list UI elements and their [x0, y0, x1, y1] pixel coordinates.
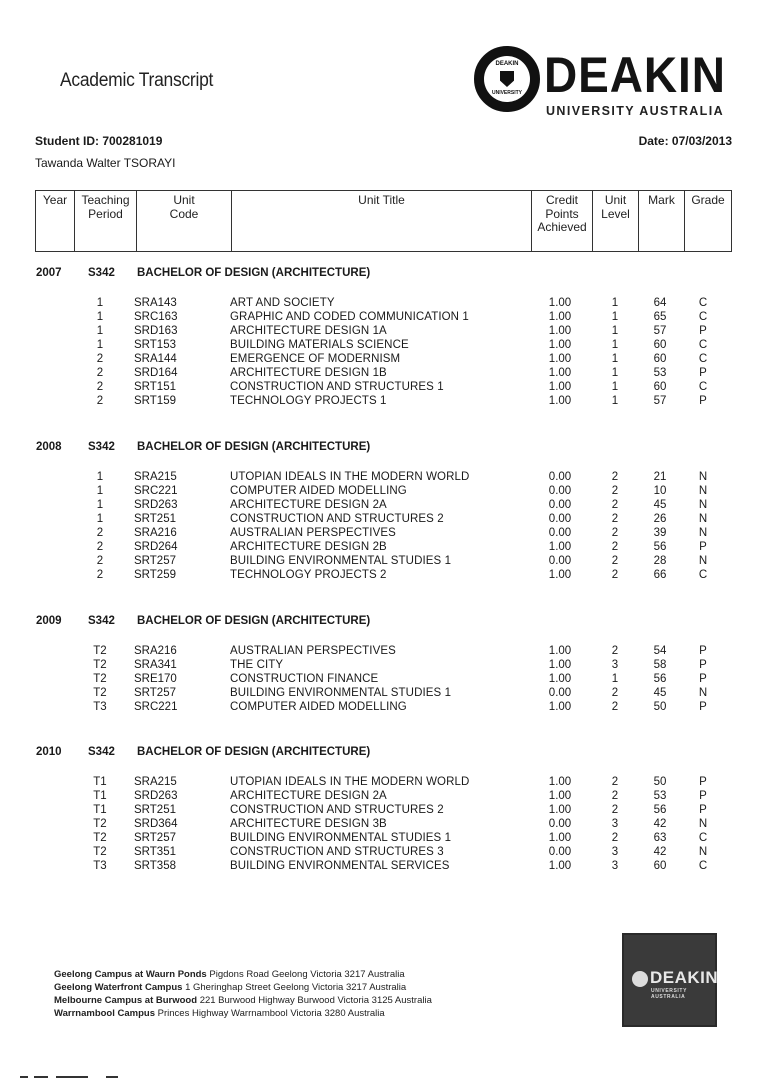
section-course-name: BACHELOR OF DESIGN (ARCHITECTURE): [137, 441, 371, 453]
table-row: [0, 498, 768, 512]
cell-title: COMPUTER AIDED MODELLING: [230, 701, 407, 713]
cell-code: SRA341: [134, 659, 177, 671]
section-header: [0, 746, 768, 762]
cell-credit: 1.00: [548, 645, 572, 657]
cell-mark: 53: [653, 790, 667, 802]
cell-grade: P: [699, 541, 707, 553]
cell-code: SRT351: [134, 846, 176, 858]
cell-grade: C: [698, 297, 708, 309]
table-row: [0, 526, 768, 540]
cell-grade: C: [698, 569, 708, 581]
table-row: [0, 672, 768, 686]
cell-period: T3: [93, 701, 107, 713]
cell-level: 2: [611, 527, 619, 539]
cell-mark: 60: [653, 381, 667, 393]
cell-credit: 1.00: [548, 832, 572, 844]
cell-grade: N: [698, 687, 708, 699]
cell-credit: 0.00: [548, 555, 572, 567]
table-row: [0, 380, 768, 394]
cell-title: ARCHITECTURE DESIGN 3B: [230, 818, 387, 830]
header-unit-title: Unit Title: [232, 191, 532, 251]
cell-level: 1: [611, 673, 619, 685]
table-row: [0, 310, 768, 324]
cell-mark: 60: [653, 353, 667, 365]
cell-period: 1: [96, 513, 104, 525]
cell-code: SRT153: [134, 339, 176, 351]
cell-period: 1: [96, 471, 104, 483]
cell-period: T2: [93, 687, 107, 699]
campus-footer: [54, 968, 432, 1020]
header-year: Year: [36, 191, 75, 251]
cell-level: 2: [611, 701, 619, 713]
table-row: [0, 296, 768, 310]
cell-level: 1: [611, 311, 619, 323]
cell-level: 2: [611, 485, 619, 497]
cell-code: SRT358: [134, 860, 176, 872]
section-year: 2010: [36, 746, 62, 758]
cell-level: 1: [611, 381, 619, 393]
cell-credit: 1.00: [548, 353, 572, 365]
cell-grade: P: [699, 776, 707, 788]
footer-line: Geelong Waterfront Campus 1 Gheringhap Street Geelong Victoria 3217 Australia: [54, 982, 407, 993]
table-row: [0, 817, 768, 831]
brand-subtitle: UNIVERSITY AUSTRALIA: [546, 104, 725, 118]
section-course-code: S342: [88, 267, 115, 279]
cell-mark: 42: [653, 846, 667, 858]
cell-title: COMPUTER AIDED MODELLING: [230, 485, 407, 497]
section-course-code: S342: [88, 746, 115, 758]
cell-credit: 0.00: [548, 513, 572, 525]
cell-mark: 64: [653, 297, 667, 309]
brand-name: DEAKIN: [544, 47, 726, 103]
cell-grade: P: [699, 367, 707, 379]
cell-title: TECHNOLOGY PROJECTS 1: [230, 395, 387, 407]
section-header: [0, 441, 768, 457]
table-row: [0, 658, 768, 672]
document-title: Academic Transcript: [60, 70, 214, 91]
cell-credit: 1.00: [548, 311, 572, 323]
cell-mark: 42: [653, 818, 667, 830]
cell-grade: N: [698, 499, 708, 511]
cell-credit: 1.00: [548, 339, 572, 351]
cell-title: GRAPHIC AND CODED COMMUNICATION 1: [230, 311, 469, 323]
cell-code: SRD263: [134, 790, 178, 802]
cell-credit: 0.00: [548, 846, 572, 858]
cell-title: EMERGENCE OF MODERNISM: [230, 353, 401, 365]
table-row: [0, 512, 768, 526]
seal-top-text: DEAKIN: [495, 61, 519, 67]
cell-code: SRT257: [134, 832, 176, 844]
seal-bottom-text: UNIVERSITY: [491, 90, 522, 96]
cell-period: 2: [96, 367, 104, 379]
cell-period: T3: [93, 860, 107, 872]
cell-level: 2: [611, 569, 619, 581]
cell-title: UTOPIAN IDEALS IN THE MODERN WORLD: [230, 776, 470, 788]
table-row: [0, 324, 768, 338]
cell-credit: 1.00: [548, 541, 572, 553]
cell-grade: N: [698, 555, 708, 567]
cell-level: 1: [611, 367, 619, 379]
cell-period: 1: [96, 499, 104, 511]
footer-line: Geelong Campus at Waurn Ponds Pigdons Road Geelong Victoria 3217 Australia: [54, 969, 405, 980]
deakin-logo: [474, 46, 730, 124]
student-id: Student ID: 700281019: [35, 134, 163, 148]
cell-level: 2: [611, 776, 619, 788]
cell-credit: 0.00: [548, 485, 572, 497]
cell-title: CONSTRUCTION AND STRUCTURES 2: [230, 513, 444, 525]
cell-code: SRA215: [134, 776, 177, 788]
cell-period: 2: [96, 395, 104, 407]
cell-grade: C: [698, 860, 708, 872]
cell-grade: P: [699, 701, 707, 713]
cell-grade: C: [698, 832, 708, 844]
table-row: [0, 803, 768, 817]
section-course-name: BACHELOR OF DESIGN (ARCHITECTURE): [137, 746, 371, 758]
stamp-seal-icon: [632, 971, 648, 987]
cell-title: ARCHITECTURE DESIGN 2A: [230, 790, 387, 802]
cell-mark: 57: [653, 325, 667, 337]
cell-credit: 1.00: [548, 659, 572, 671]
cell-grade: C: [698, 353, 708, 365]
scan-marks: [20, 1076, 120, 1079]
cell-title: BUILDING MATERIALS SCIENCE: [230, 339, 409, 351]
stamp-subtitle: UNIVERSITY AUSTRALIA: [651, 988, 687, 1000]
cell-code: SRC221: [134, 701, 178, 713]
section-course-code: S342: [88, 615, 115, 627]
cell-grade: P: [699, 659, 707, 671]
cell-code: SRT257: [134, 687, 176, 699]
cell-code: SRD364: [134, 818, 178, 830]
cell-level: 2: [611, 687, 619, 699]
table-row: [0, 686, 768, 700]
cell-grade: N: [698, 513, 708, 525]
cell-code: SRE170: [134, 673, 177, 685]
section-header: [0, 267, 768, 283]
table-row: [0, 789, 768, 803]
cell-level: 3: [611, 659, 619, 671]
cell-period: T2: [93, 645, 107, 657]
cell-mark: 50: [653, 701, 667, 713]
cell-title: BUILDING ENVIRONMENTAL STUDIES 1: [230, 687, 452, 699]
cell-period: 2: [96, 555, 104, 567]
header-teaching-period: Teaching Period: [75, 191, 137, 251]
cell-level: 2: [611, 832, 619, 844]
cell-code: SRT257: [134, 555, 176, 567]
cell-level: 2: [611, 513, 619, 525]
cell-code: SRA216: [134, 527, 177, 539]
cell-period: 1: [96, 485, 104, 497]
cell-mark: 60: [653, 339, 667, 351]
table-row: [0, 568, 768, 582]
cell-title: TECHNOLOGY PROJECTS 2: [230, 569, 387, 581]
cell-mark: 58: [653, 659, 667, 671]
cell-period: 2: [96, 541, 104, 553]
cell-credit: 1.00: [548, 790, 572, 802]
cell-grade: P: [699, 790, 707, 802]
cell-mark: 45: [653, 499, 667, 511]
table-row: [0, 338, 768, 352]
cell-level: 2: [611, 471, 619, 483]
cell-credit: 1.00: [548, 701, 572, 713]
cell-grade: P: [699, 395, 707, 407]
cell-level: 2: [611, 645, 619, 657]
cell-title: UTOPIAN IDEALS IN THE MODERN WORLD: [230, 471, 470, 483]
cell-period: 1: [96, 297, 104, 309]
header-unit-level: Unit Level: [593, 191, 639, 251]
header-credit-points: Credit Points Achieved: [532, 191, 593, 251]
cell-title: ARCHITECTURE DESIGN 2A: [230, 499, 387, 511]
table-row: [0, 366, 768, 380]
document-date: Date: 07/03/2013: [638, 134, 732, 148]
cell-level: 1: [611, 325, 619, 337]
cell-mark: 65: [653, 311, 667, 323]
cell-period: T2: [93, 673, 107, 685]
cell-code: SRA216: [134, 645, 177, 657]
section-course-name: BACHELOR OF DESIGN (ARCHITECTURE): [137, 267, 371, 279]
cell-grade: C: [698, 339, 708, 351]
cell-code: SRT251: [134, 804, 176, 816]
cell-level: 3: [611, 860, 619, 872]
cell-credit: 0.00: [548, 471, 572, 483]
cell-level: 2: [611, 555, 619, 567]
transcript-header-table: [35, 190, 732, 252]
cell-title: THE CITY: [230, 659, 284, 671]
cell-mark: 60: [653, 860, 667, 872]
cell-title: CONSTRUCTION AND STRUCTURES 1: [230, 381, 444, 393]
cell-level: 3: [611, 846, 619, 858]
cell-level: 1: [611, 395, 619, 407]
cell-code: SRT259: [134, 569, 176, 581]
cell-code: SRT251: [134, 513, 176, 525]
table-row: [0, 700, 768, 714]
section-course-name: BACHELOR OF DESIGN (ARCHITECTURE): [137, 615, 371, 627]
table-row: [0, 845, 768, 859]
cell-mark: 10: [653, 485, 667, 497]
table-row: [0, 394, 768, 408]
cell-grade: P: [699, 673, 707, 685]
cell-period: 2: [96, 527, 104, 539]
cell-period: T1: [93, 776, 107, 788]
cell-code: SRD264: [134, 541, 178, 553]
table-row: [0, 484, 768, 498]
cell-code: SRD163: [134, 325, 178, 337]
cell-level: 2: [611, 804, 619, 816]
cell-mark: 45: [653, 687, 667, 699]
cell-grade: N: [698, 846, 708, 858]
cell-credit: 1.00: [548, 297, 572, 309]
cell-period: 2: [96, 381, 104, 393]
cell-mark: 21: [653, 471, 667, 483]
cell-mark: 28: [653, 555, 667, 567]
cell-code: SRC163: [134, 311, 178, 323]
cell-credit: 1.00: [548, 367, 572, 379]
cell-title: ARCHITECTURE DESIGN 1A: [230, 325, 387, 337]
header-grade: Grade: [691, 193, 725, 207]
cell-title: BUILDING ENVIRONMENTAL STUDIES 1: [230, 832, 452, 844]
cell-period: 1: [96, 325, 104, 337]
table-row: [0, 554, 768, 568]
cell-grade: N: [698, 527, 708, 539]
table-row: [0, 859, 768, 873]
cell-mark: 56: [653, 541, 667, 553]
cell-period: T2: [93, 846, 107, 858]
table-row: [0, 644, 768, 658]
cell-mark: 66: [653, 569, 667, 581]
cell-mark: 39: [653, 527, 667, 539]
cell-credit: 0.00: [548, 818, 572, 830]
cell-title: CONSTRUCTION AND STRUCTURES 3: [230, 846, 444, 858]
cell-period: T2: [93, 832, 107, 844]
cell-title: BUILDING ENVIRONMENTAL STUDIES 1: [230, 555, 452, 567]
official-stamp: [622, 933, 717, 1027]
cell-title: CONSTRUCTION AND STRUCTURES 2: [230, 804, 444, 816]
cell-grade: P: [699, 325, 707, 337]
cell-mark: 26: [653, 513, 667, 525]
cell-grade: P: [699, 645, 707, 657]
section-year: 2007: [36, 267, 62, 279]
student-name: Tawanda Walter TSORAYI: [35, 156, 176, 170]
cell-period: 1: [96, 311, 104, 323]
cell-level: 1: [611, 353, 619, 365]
cell-period: T2: [93, 818, 107, 830]
cell-period: T2: [93, 659, 107, 671]
cell-grade: P: [699, 804, 707, 816]
cell-period: T1: [93, 804, 107, 816]
cell-code: SRD263: [134, 499, 178, 511]
cell-mark: 53: [653, 367, 667, 379]
cell-credit: 1.00: [548, 776, 572, 788]
table-row: [0, 352, 768, 366]
cell-code: SRD164: [134, 367, 178, 379]
table-row: [0, 470, 768, 484]
cell-title: CONSTRUCTION FINANCE: [230, 673, 379, 685]
table-row: [0, 540, 768, 554]
cell-title: AUSTRALIAN PERSPECTIVES: [230, 527, 396, 539]
cell-level: 3: [611, 818, 619, 830]
cell-mark: 54: [653, 645, 667, 657]
cell-mark: 63: [653, 832, 667, 844]
cell-credit: 1.00: [548, 395, 572, 407]
footer-line: Melbourne Campus at Burwood 221 Burwood Highway Burwood Victoria 3125 Australia: [54, 995, 432, 1006]
cell-title: ARCHITECTURE DESIGN 2B: [230, 541, 387, 553]
cell-code: SRA143: [134, 297, 177, 309]
cell-period: 2: [96, 569, 104, 581]
cell-credit: 0.00: [548, 687, 572, 699]
section-header: [0, 615, 768, 631]
cell-mark: 56: [653, 804, 667, 816]
cell-grade: N: [698, 818, 708, 830]
cell-title: ART AND SOCIETY: [230, 297, 335, 309]
cell-credit: 1.00: [548, 569, 572, 581]
cell-level: 2: [611, 541, 619, 553]
cell-credit: 1.00: [548, 325, 572, 337]
cell-period: 2: [96, 353, 104, 365]
cell-grade: N: [698, 485, 708, 497]
table-row: [0, 831, 768, 845]
cell-code: SRA215: [134, 471, 177, 483]
cell-mark: 50: [653, 776, 667, 788]
cell-title: AUSTRALIAN PERSPECTIVES: [230, 645, 396, 657]
cell-period: T1: [93, 790, 107, 802]
footer-line: Warrnambool Campus Princes Highway Warrnambool Victoria 3280 Australia: [54, 1008, 385, 1019]
cell-credit: 0.00: [548, 527, 572, 539]
cell-code: SRA144: [134, 353, 177, 365]
cell-code: SRT151: [134, 381, 176, 393]
cell-level: 1: [611, 339, 619, 351]
stamp-brand: DEAKIN: [650, 968, 719, 987]
university-seal-icon: [474, 46, 540, 112]
section-year: 2009: [36, 615, 62, 627]
cell-title: BUILDING ENVIRONMENTAL SERVICES: [230, 860, 450, 872]
cell-level: 2: [611, 499, 619, 511]
cell-grade: C: [698, 381, 708, 393]
cell-mark: 56: [653, 673, 667, 685]
cell-grade: N: [698, 471, 708, 483]
cell-credit: 1.00: [548, 860, 572, 872]
header-unit-code: Unit Code: [137, 191, 232, 251]
cell-credit: 1.00: [548, 673, 572, 685]
cell-level: 2: [611, 790, 619, 802]
cell-code: SRC221: [134, 485, 178, 497]
cell-code: SRT159: [134, 395, 176, 407]
cell-credit: 0.00: [548, 499, 572, 511]
header-mark: Mark: [639, 191, 685, 251]
section-course-code: S342: [88, 441, 115, 453]
cell-credit: 1.00: [548, 381, 572, 393]
cell-level: 1: [611, 297, 619, 309]
section-year: 2008: [36, 441, 62, 453]
table-row: [0, 775, 768, 789]
cell-grade: C: [698, 311, 708, 323]
cell-mark: 57: [653, 395, 667, 407]
cell-period: 1: [96, 339, 104, 351]
cell-credit: 1.00: [548, 804, 572, 816]
cell-title: ARCHITECTURE DESIGN 1B: [230, 367, 387, 379]
